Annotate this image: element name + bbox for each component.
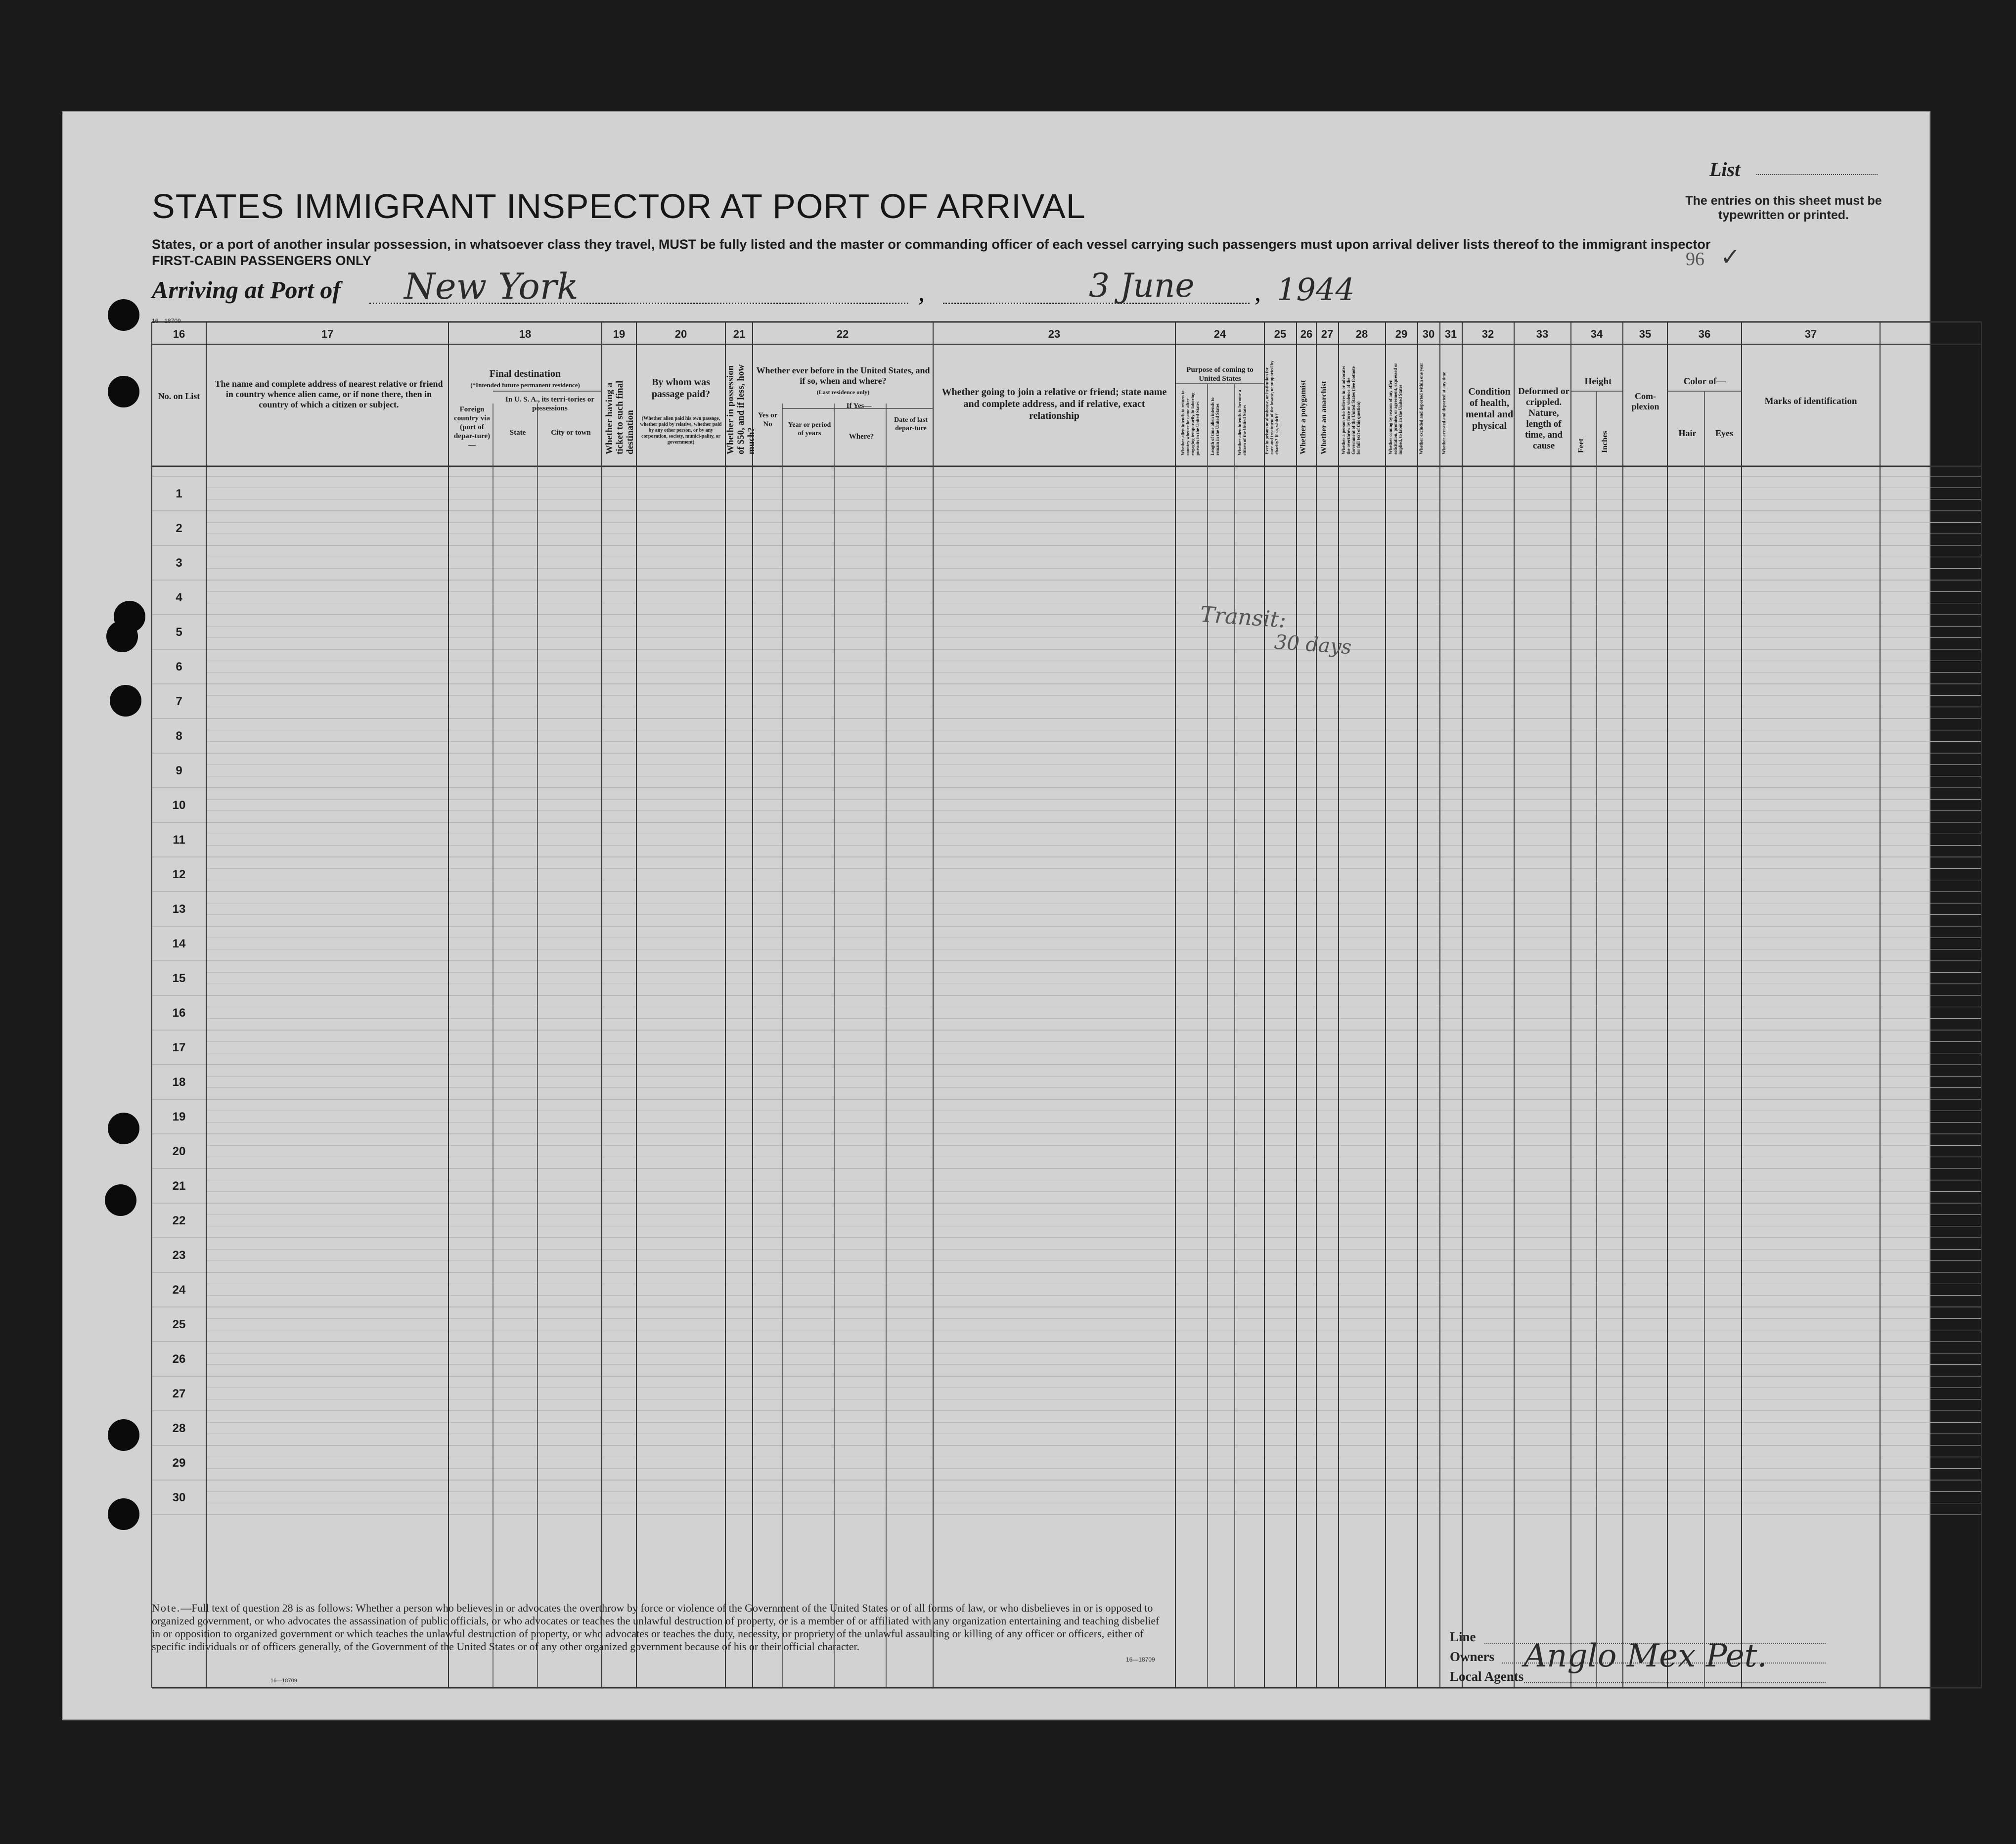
row-number: 6	[176, 660, 182, 674]
row-number: 19	[172, 1110, 186, 1124]
column-number: 37	[1804, 328, 1817, 340]
punch-hole	[108, 299, 139, 331]
column-number: 28	[1355, 328, 1368, 340]
header-purpose-citizen: Whether alien intends to become a citizen of the United States	[1237, 390, 1247, 455]
manifest-table	[152, 322, 1981, 1688]
row-number: 21	[172, 1179, 186, 1193]
header-complexion: Com-plexion	[1631, 391, 1659, 411]
column-number: 31	[1444, 328, 1457, 340]
header-passage-paid: By whom was passage paid?	[651, 377, 711, 400]
header-last-residence: (Last residence only)	[816, 389, 870, 396]
row-number: 2	[176, 522, 182, 535]
header-deformed: Deformed or crippled. Nature, length of time, and cause	[1518, 386, 1569, 451]
port-blank-line	[369, 303, 908, 304]
row-number: 15	[172, 972, 186, 985]
header-feet: Feet	[1577, 438, 1585, 453]
column-number: 30	[1422, 328, 1435, 340]
document-sheet	[62, 111, 1930, 1720]
form-title: STATES IMMIGRANT INSPECTOR AT PORT OF ARRIVAL	[152, 187, 1086, 225]
header-no-on-list: No. on List	[158, 391, 200, 401]
header-identification-marks: Marks of identification	[1764, 396, 1857, 406]
column-number: 36	[1698, 328, 1711, 340]
header-join-relative: Whether going to join a relative or friend; state name and complete address, and if relative, exact relationship	[941, 387, 1167, 421]
check-mark: ✓	[1720, 244, 1741, 270]
column-number: 26	[1300, 328, 1313, 340]
header-anarchist: Whether an anarchist	[1320, 381, 1328, 454]
date-blank-line	[943, 303, 1250, 304]
header-height: Height	[1584, 376, 1612, 387]
sheet-number: 96	[1686, 249, 1704, 270]
line-label: Line	[1450, 1629, 1476, 1644]
header-purpose: Purpose of coming to United States	[1186, 366, 1254, 383]
punch-hole	[105, 1184, 136, 1216]
row-number: 10	[172, 799, 186, 812]
row-number: 9	[176, 764, 182, 777]
row-number: 24	[172, 1283, 186, 1297]
port-label: Arriving at Port of	[152, 276, 341, 304]
comma: ,	[918, 278, 925, 307]
header-arrested: Whether arrested and deported at any time	[1441, 372, 1446, 454]
form-instructions: States, or a port of another insular possession, in whatsoever class they travel, MUST be fully listed and the master or commanding officer of each vessel carrying such passengers must upon arrival deliver lists thereof to the immigrant inspector	[152, 237, 1711, 252]
column-number: 25	[1274, 328, 1287, 340]
header-health: Condition of health, mental and physical	[1465, 386, 1514, 431]
column-number: 24	[1213, 328, 1226, 340]
header-ever-before: Whether ever before in the United States, and if so, when and where?	[756, 365, 930, 386]
punch-hole	[108, 1498, 139, 1530]
header-purpose-return: Whether alien intends to return to country whence he came after engaging temporarily in laboring pursuits in the United States	[1180, 390, 1200, 455]
row-number: 28	[172, 1422, 186, 1435]
header-excluded: Whether excluded and deported within one year	[1419, 362, 1424, 454]
form-code: 16—18709	[270, 1678, 297, 1684]
column-number: 29	[1395, 328, 1408, 340]
table-grid	[152, 322, 1981, 1688]
header-polygamist: Whether a polygamist	[1299, 380, 1307, 454]
header-in-usa: In U. S. A., its terri-tories or possessions	[505, 396, 594, 412]
header-where: Where?	[849, 433, 874, 441]
header-if-yes: If Yes—	[846, 402, 872, 410]
column-number: 20	[674, 328, 687, 340]
handwritten-days: 30 days	[1273, 630, 1352, 659]
header-prison: Ever in prison or almshouse, or institution for care and treatment of the insane, or supported by charity? If so, which?	[1264, 360, 1279, 454]
row-number: 7	[176, 695, 182, 708]
punch-hole	[108, 1419, 139, 1451]
row-number: 17	[172, 1041, 186, 1054]
column-number: 35	[1639, 328, 1652, 340]
column-number: 34	[1590, 328, 1603, 340]
header-ticket: Whether having a ticket to such final destination	[604, 380, 635, 454]
row-number: 18	[172, 1076, 186, 1089]
header-date-departure: Date of last depar-ture	[894, 416, 928, 432]
row-number: 13	[172, 902, 186, 916]
header-final-destination: Final destination	[490, 368, 561, 379]
column-number: 27	[1321, 328, 1334, 340]
column-number: 18	[519, 328, 532, 340]
arrival-year: 1944	[1277, 271, 1355, 308]
row-number: 22	[172, 1214, 186, 1227]
header-foreign-country: Foreign country via (port of depar-ture)—	[453, 405, 491, 449]
column-number: 22	[836, 328, 849, 340]
column-number: 23	[1048, 328, 1061, 340]
footnote-question-28	[152, 1602, 1170, 1653]
local-agents-blank	[1524, 1682, 1826, 1683]
row-number: 16	[172, 1006, 186, 1020]
header-state: State	[509, 429, 526, 437]
row-number: 4	[176, 591, 182, 604]
header-inches: Inches	[1601, 431, 1609, 453]
owners-label: Owners	[1450, 1649, 1494, 1664]
punch-hole	[108, 376, 139, 407]
row-number: 14	[172, 937, 186, 950]
note-label: Note.	[152, 1602, 181, 1614]
column-number: 32	[1481, 328, 1494, 340]
row-number: 29	[172, 1456, 186, 1470]
row-number: 3	[176, 556, 182, 570]
header-city: City or town	[551, 429, 591, 437]
row-number: 8	[176, 729, 182, 743]
header-eyes: Eyes	[1715, 428, 1733, 438]
list-label: List	[1709, 158, 1741, 180]
header-yes-no: Yes or No	[758, 411, 778, 428]
row-number: 11	[173, 833, 185, 847]
row-number: 23	[172, 1249, 186, 1262]
header-passage-note: (Whether alien paid his own passage, whether paid by relative, whether paid by any other person, or by any corporation, society, munici-pality, or government)	[640, 416, 722, 445]
column-number: 21	[733, 328, 746, 340]
port-value: New York	[404, 266, 579, 307]
punch-hole	[106, 621, 138, 652]
header-labor-offer: Whether coming by reason of any offer, solicitation, promise, or agreement, expressed or implied, to labor in the United States	[1388, 362, 1403, 454]
row-number: 26	[172, 1352, 186, 1366]
row-number: 20	[172, 1145, 186, 1158]
row-number: 5	[176, 626, 182, 639]
punch-hole	[108, 1113, 139, 1144]
header-nearest-relative: The name and complete address of nearest relative or friend in country whence alien came, or if none there, then in country of which a citizen or subject.	[215, 379, 443, 409]
header-overthrow: Whether a person who believes in or advocates the overthrow by force or violence of the Government of the United States (See footnote for full text of this question)	[1341, 365, 1361, 454]
header-fifty-dollars: Whether in possession of $50, and if less, how much?	[725, 364, 757, 454]
column-number: 17	[321, 328, 334, 340]
row-number: 1	[176, 487, 182, 500]
handwritten-transit: Transit:	[1199, 601, 1287, 633]
entries-note: The entries on this sheet must be typewritten or printed.	[1685, 194, 1882, 222]
punch-hole	[110, 685, 141, 717]
first-cabin-label: FIRST-CABIN PASSENGERS ONLY	[152, 253, 372, 268]
header-final-destination-note: (*Intended future permanent residence)	[470, 381, 580, 389]
form-code: 16—18709	[152, 317, 181, 324]
header-hair: Hair	[1678, 428, 1697, 438]
form-code: 16—18709	[1126, 1656, 1155, 1663]
column-number: 33	[1536, 328, 1549, 340]
row-number: 25	[172, 1318, 186, 1331]
column-number: 19	[613, 328, 626, 340]
row-number: 27	[172, 1387, 186, 1400]
arrival-date: 3 June	[1089, 267, 1195, 305]
list-blank	[1756, 174, 1878, 175]
local-agents-label: Local Agents	[1450, 1669, 1524, 1684]
header-year-period: Year or period of years	[788, 421, 831, 437]
note-text: —Full text of question 28 is as follows: Whether a person who believes in or advocates the overthrow by force or violence of the Government of the United States or of all forms of law, or who disbelieves in or is opposed to organized government, or who advocates the assassination of public officials, or who advocates or teaches the unlawful destruction of property, or is a member of or affiliated with any organization entertaining and teaching disbelief in or opposition to organized government or which teaches the unlawful destruction of property, or who advocates or teaches the duty, necessity, or propriety of the unlawful assaulting or killing of any officer or officers, either of specific individuals or of officers generally, of the Government of the United States or of any other organized government because of his or their official character.	[152, 1602, 1160, 1653]
comma: ,	[1254, 278, 1261, 307]
header-purpose-length: Length of time alien intends to remain in the United States	[1210, 397, 1220, 455]
row-number: 30	[172, 1491, 186, 1504]
local-agents-value: Anglo Mex Pet.	[1524, 1638, 1767, 1674]
column-number: 16	[173, 328, 185, 340]
header-color-of: Color of—	[1683, 376, 1726, 387]
row-number: 12	[172, 868, 186, 881]
